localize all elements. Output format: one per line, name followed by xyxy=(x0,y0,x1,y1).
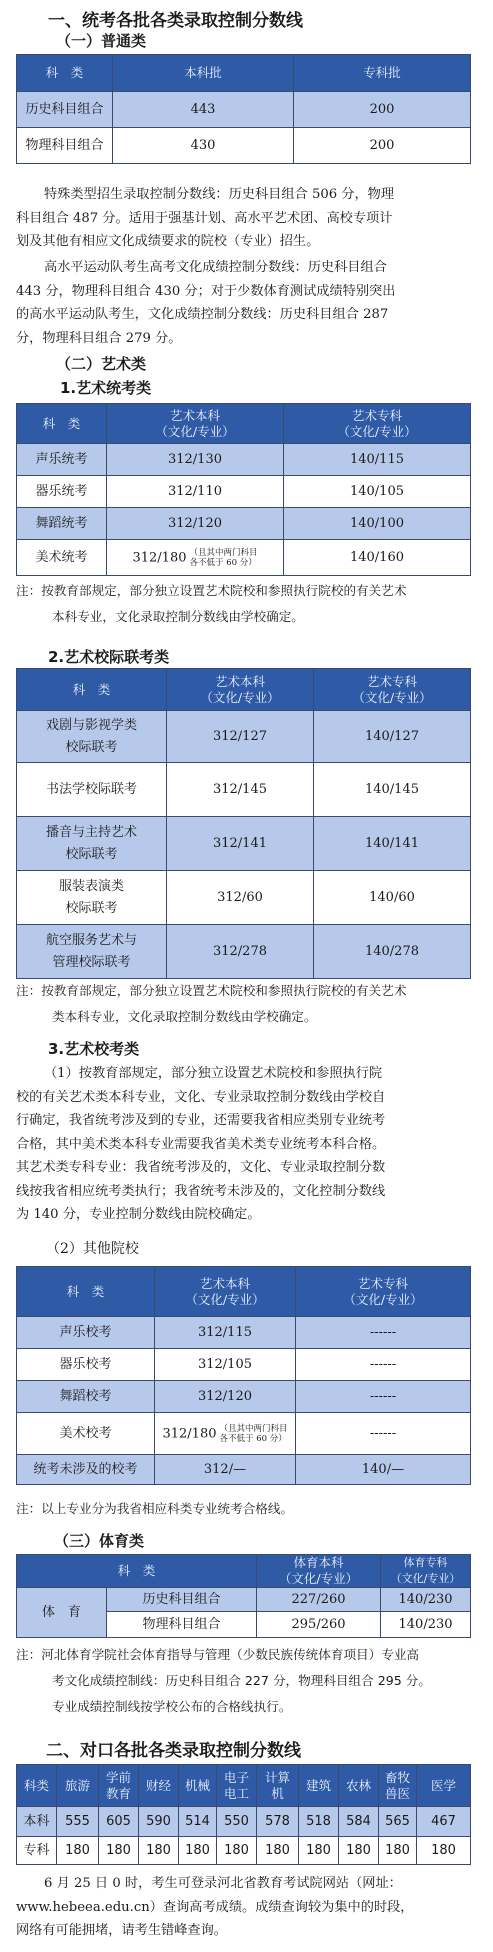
text-line: 特殊类型招生录取控制分数线：历史科目组合 506 分，物理 xyxy=(44,187,395,202)
cell: 584 xyxy=(339,1807,379,1837)
col-header: 科 类 xyxy=(17,1555,257,1588)
cell: 历史科目组合 xyxy=(17,92,113,128)
cell: 514 xyxy=(179,1807,217,1837)
cell: 590 xyxy=(139,1807,179,1837)
note-2 xyxy=(16,978,406,1030)
table-row xyxy=(17,1807,471,1837)
col-header: 艺术专科 （文化/专业） xyxy=(284,404,471,444)
cell: 140/105 xyxy=(284,476,471,508)
table-row xyxy=(17,92,471,128)
cell: 180 xyxy=(299,1837,339,1865)
cell: 140/230 xyxy=(381,1588,471,1612)
cell: 140/230 xyxy=(381,1612,471,1638)
text-line: 科目组合 487 分。适用于强基计划、高水平艺术团、高校专项计 xyxy=(16,210,393,226)
text-line: 划及其他有相应文化成绩要求的院校（专业）招生。 xyxy=(16,234,320,249)
table-row xyxy=(17,1317,471,1349)
cell: 美术统考 xyxy=(17,540,107,576)
cell: 467 xyxy=(417,1807,471,1837)
table-row xyxy=(17,763,471,817)
cell: 140/— xyxy=(296,1455,471,1485)
cell: 器乐校考 xyxy=(17,1349,155,1381)
cell: 专科 xyxy=(17,1837,57,1865)
cell: 430 xyxy=(113,128,294,164)
note-1 xyxy=(16,578,406,630)
cell: 550 xyxy=(217,1807,257,1837)
col-header: 科类 xyxy=(17,1765,57,1807)
cell: 美术校考 xyxy=(17,1413,155,1455)
table-row xyxy=(17,1588,471,1612)
cell: 统考未涉及的校考 xyxy=(17,1455,155,1485)
table-row xyxy=(17,128,471,164)
cell: 578 xyxy=(257,1807,299,1837)
table-row xyxy=(17,1455,471,1485)
cell: ------ xyxy=(296,1349,471,1381)
cell: 戏剧与影视学类 校际联考 xyxy=(17,711,167,763)
text-line: 合格，其中美术类本科专业需要我省美术类专业统考本科合格。 xyxy=(16,1136,386,1152)
text-line: www.hebeea.edu.cn）查询高考成绩。成绩查询较为集中的时段， xyxy=(16,1899,414,1915)
col-header: 科 类 xyxy=(17,55,113,92)
cell: 312/130 xyxy=(107,444,284,476)
cell-value: 312/180 xyxy=(132,550,187,565)
subsection-art-unified: 1.艺术统考类 xyxy=(60,379,152,397)
text-line: 高水平运动队考生高考文化成绩控制分数线：历史科目组合 xyxy=(44,260,387,275)
note-3 xyxy=(16,1496,293,1522)
table-row xyxy=(17,1837,471,1865)
cell: 312/127 xyxy=(167,711,314,763)
table-row xyxy=(17,1413,471,1455)
cell: 312/120 xyxy=(107,508,284,540)
col-header: 科 类 xyxy=(17,669,167,711)
col-header: 艺术本科 （文化/专业） xyxy=(107,404,284,444)
cell: 555 xyxy=(57,1807,99,1837)
cell: 140/100 xyxy=(284,508,471,540)
text-line: 校的有关艺术类本科专业，文化、专业录取控制分数线由学校自 xyxy=(16,1089,386,1105)
col-header: 艺术本科 （文化/专业） xyxy=(167,669,314,711)
table-other-schools xyxy=(16,1266,471,1485)
text-line: 类本科专业，文化录取控制分数线由学校确定。 xyxy=(52,1009,317,1024)
col-header: 旅游 xyxy=(57,1765,99,1807)
cell: 227/260 xyxy=(257,1588,381,1612)
text-line: 的高水平运动队考生，文化成绩控制分数线：历史科目组合 287 xyxy=(16,307,389,322)
cell: 140/60 xyxy=(314,871,471,925)
cell: 舞蹈校考 xyxy=(17,1381,155,1413)
col-header: 畜牧 兽医 xyxy=(379,1765,417,1807)
cell-note: （且其中两门科目 各不低于 60 分） xyxy=(189,547,258,568)
table-art-unified xyxy=(16,403,471,576)
text-line: 行确定，我省统考涉及到的专业，还需要我省相应类别专业统考 xyxy=(16,1113,386,1128)
text-line: 注：河北体育学院社会体育指导与管理（少数民族传统体育项目）专业高 xyxy=(16,1647,419,1662)
cell: 565 xyxy=(379,1807,417,1837)
subsection-art: （二）艺术类 xyxy=(56,355,147,373)
cell: 312/— xyxy=(155,1455,296,1485)
text-line: 为 140 分，专业控制分数线由院校确定。 xyxy=(16,1207,261,1222)
text-line: 443 分，物理科目组合 430 分；对于少数体育测试成绩特别突出 xyxy=(16,283,396,299)
cell: 器乐统考 xyxy=(17,476,107,508)
col-header: 学前 教育 xyxy=(99,1765,139,1807)
subsection-sports: （三）体育类 xyxy=(54,1532,145,1550)
cell: 180 xyxy=(139,1837,179,1865)
col-header: 本科批 xyxy=(113,55,294,92)
text-line: 线按我省相应统考类执行；我省统考未涉及的，文化控制分数线 xyxy=(16,1183,386,1199)
cell: 航空服务艺术与 管理校际联考 xyxy=(17,925,167,979)
cell: ------ xyxy=(296,1317,471,1349)
subsection-general: （一）普通类 xyxy=(56,32,147,50)
cell-note: （且其中两门科目 各不低于 60 分） xyxy=(219,1423,288,1444)
cell: 200 xyxy=(294,92,471,128)
cell: 历史科目组合 xyxy=(107,1588,257,1612)
table-row xyxy=(17,711,471,763)
col-header: 艺术专科 （文化/专业） xyxy=(296,1267,471,1317)
cell: 180 xyxy=(257,1837,299,1865)
text-line: （1）按教育部规定，部分独立设置艺术院校和参照执行院 xyxy=(44,1066,383,1081)
cell: 200 xyxy=(294,128,471,164)
cell: 312/278 xyxy=(167,925,314,979)
text-line: 6 月 25 日 0 时，考生可登录河北省教育考试院网站（网址： xyxy=(44,1876,402,1891)
cell xyxy=(107,540,284,576)
col-header: 艺术专科 （文化/专业） xyxy=(314,669,471,711)
cell: 声乐校考 xyxy=(17,1317,155,1349)
cell: 180 xyxy=(57,1837,99,1865)
cell: 180 xyxy=(379,1837,417,1865)
cell: 播音与主持艺术 校际联考 xyxy=(17,817,167,871)
table-row xyxy=(17,444,471,476)
cell: 服装表演类 校际联考 xyxy=(17,871,167,925)
col-header: 医学 xyxy=(417,1765,471,1807)
cell: ------ xyxy=(296,1381,471,1413)
cell: 140/127 xyxy=(314,711,471,763)
cell: 312/120 xyxy=(155,1381,296,1413)
cell: 140/141 xyxy=(314,817,471,871)
subsection-art-joint: 2.艺术校际联考类 xyxy=(48,648,170,666)
table-row xyxy=(17,871,471,925)
cell: 180 xyxy=(217,1837,257,1865)
text-line: 其艺术类专科专业：我省统考涉及的，文化、专业录取控制分数 xyxy=(16,1160,386,1175)
cell: 312/60 xyxy=(167,871,314,925)
table-vocational xyxy=(16,1764,471,1865)
cell: 180 xyxy=(417,1837,471,1865)
cell: 体 育 xyxy=(17,1588,107,1638)
cell: ------ xyxy=(296,1413,471,1455)
paragraph-special xyxy=(16,183,394,254)
cell: 312/145 xyxy=(167,763,314,817)
paragraph-score-query xyxy=(16,1872,413,1943)
col-header: 体育专科 （文化/专业） xyxy=(381,1555,471,1588)
col-header: 体育本科 （文化/专业） xyxy=(257,1555,381,1588)
cell: 518 xyxy=(299,1807,339,1837)
subsection-other-schools: （2）其他院校 xyxy=(46,1241,139,1257)
cell: 140/115 xyxy=(284,444,471,476)
note-4 xyxy=(16,1642,431,1720)
cell: 443 xyxy=(113,92,294,128)
table-row xyxy=(17,476,471,508)
table-row xyxy=(17,508,471,540)
text-line: 网络有可能拥堵，请考生错峰查询。 xyxy=(16,1923,227,1938)
subsection-art-school: 3.艺术校考类 xyxy=(48,1040,140,1058)
section-title-2: 二、对口各批各类录取控制分数线 xyxy=(46,1741,301,1761)
col-header: 机械 xyxy=(179,1765,217,1807)
cell: 140/160 xyxy=(284,540,471,576)
col-header: 专科批 xyxy=(294,55,471,92)
table-row xyxy=(17,1381,471,1413)
cell: 书法学校际联考 xyxy=(17,763,167,817)
cell: 312/115 xyxy=(155,1317,296,1349)
col-header: 科 类 xyxy=(17,404,107,444)
cell: 180 xyxy=(99,1837,139,1865)
col-header: 财经 xyxy=(139,1765,179,1807)
paragraph-art-school xyxy=(16,1062,385,1227)
cell: 舞蹈统考 xyxy=(17,508,107,540)
cell: 180 xyxy=(339,1837,379,1865)
cell: 140/145 xyxy=(314,763,471,817)
col-header: 艺术本科 （文化/专业） xyxy=(155,1267,296,1317)
cell: 140/278 xyxy=(314,925,471,979)
table-general xyxy=(16,54,471,164)
col-header: 电子 电工 xyxy=(217,1765,257,1807)
table-art-joint xyxy=(16,668,471,979)
col-header: 计算 机 xyxy=(257,1765,299,1807)
section-title-1: 一、统考各批各类录取控制分数线 xyxy=(48,11,303,31)
text-line: 专业成绩控制线按学校公布的合格线执行。 xyxy=(52,1699,292,1714)
col-header: 建筑 xyxy=(299,1765,339,1807)
table-row xyxy=(17,925,471,979)
table-row xyxy=(17,817,471,871)
cell: 312/141 xyxy=(167,817,314,871)
cell: 声乐统考 xyxy=(17,444,107,476)
col-header: 农林 xyxy=(339,1765,379,1807)
cell: 本科 xyxy=(17,1807,57,1837)
cell xyxy=(155,1413,296,1455)
table-row xyxy=(17,1349,471,1381)
col-header: 科 类 xyxy=(17,1267,155,1317)
text-line: 分，物理科目组合 279 分。 xyxy=(16,330,182,346)
cell: 605 xyxy=(99,1807,139,1837)
cell: 180 xyxy=(179,1837,217,1865)
cell: 物理科目组合 xyxy=(107,1612,257,1638)
cell: 物理科目组合 xyxy=(17,128,113,164)
table-sports xyxy=(16,1554,471,1638)
text-line: 考文化成绩控制线：历史科目组合 227 分，物理科目组合 295 分。 xyxy=(52,1673,431,1688)
text-line: 注：以上专业分为我省相应科类专业统考合格线。 xyxy=(16,1501,294,1516)
table-row xyxy=(17,540,471,576)
cell: 295/260 xyxy=(257,1612,381,1638)
text-line: 注：按教育部规定，部分独立设置艺术院校和参照执行院校的有关艺术 xyxy=(16,983,407,998)
text-line: 本科专业，文化录取控制分数线由学校确定。 xyxy=(52,609,304,624)
paragraph-sports xyxy=(16,256,395,350)
text-line: 注：按教育部规定，部分独立设置艺术院校和参照执行院校的有关艺术 xyxy=(16,583,407,598)
cell: 312/105 xyxy=(155,1349,296,1381)
cell: 312/110 xyxy=(107,476,284,508)
cell-value: 312/180 xyxy=(162,1426,217,1441)
